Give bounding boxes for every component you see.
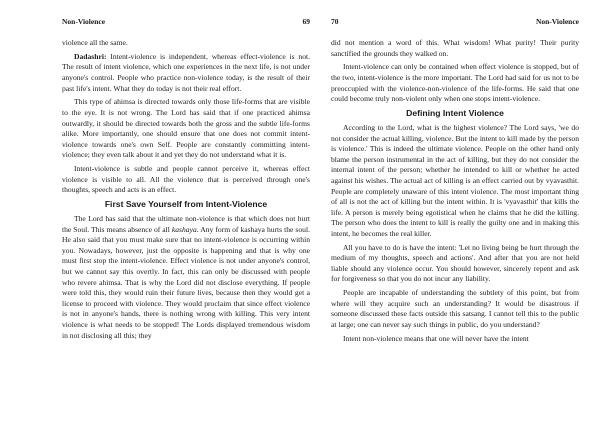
left-page: [62, 0, 310, 423]
speaker-label: Dadashri:: [74, 51, 107, 61]
running-title: Non-Violence: [535, 17, 579, 26]
left-page-header: [62, 17, 310, 29]
paragraph-text: Intent-violence is independent, whereas effect-violence is not. The result of intent violence, which one experiences in the next life, is not under anyone's control. People who practice non-violence today, is the result of their past life's intent. What they do today is not their real effort.: [62, 51, 310, 93]
paragraph: Intent non-violence means that one will never have the intent: [343, 333, 529, 343]
paragraph: According to the Lord, what is the highest violence? The Lord says, 'we do not consider the actual killing, violence. But the intent to kill made by the person is violence.' This is indeed the ultimate violence. People on the other hand only blame the person instrumental in the act of killing, but they do not consider the internal intent of the person; whether he intended to kill or whether he acted against his wishes. The actual act of killing is an effect carried out by vyavasthit. People are completely unaware of this intent violence. The most important thing of all is not the act of killing but the intent within. It is 'vyavasthit' that kills the life. A person is merely being egotistical when he claims that he did the killing. The person who does the intent to kill is really the guilty one and in making this intent, he becomes the real killer.: [331, 122, 579, 238]
paragraph: [62, 214, 310, 341]
paragraph: Intent-violence can only be contained when effect violence is stopped, but of the two, intent-violence is the more important. The Lord had said for us not to be preoccupied with the violence-non-violence of the life-forms. He said that one could become truly non-violent only when one stops intent-violence.: [331, 62, 579, 104]
paragraph: All you have to do is have the intent: 'Let no living being be hurt through the medium of my thoughts, speech and actions'. And after that you are not held liable should any violence occur. You should however, sincerely repent and ask for forgiveness so that you do not incur any liability.: [331, 242, 579, 284]
paragraph-text: The Lord has said that the ultimate non-violence is that which does not hurt the Soul. This means absence of all: [62, 214, 310, 234]
right-page: [331, 0, 579, 423]
paragraph: did not mention a word of this. What wisdom! What purity! Their purity sanctified the grounds they walked on.: [331, 38, 579, 58]
page-number: 69: [302, 17, 310, 26]
paragraph: People are incapable of understanding the subtlety of this point, but from where will they acquire such an understanding? It would be disastrous if someone discussed these facts outside this satsang. I cannot tell this to the public at large; one can never say such things in public, do you understand?: [331, 288, 579, 329]
right-page-header: [331, 17, 579, 29]
paragraph-text: . Any form of kashaya hurts the soul. He also said that you must make sure that no intent-violence is occurring within you. Nowadays, however, just the opposite is happening and that is why one must first stop the intent-violence. Effect violence is not under anyone's control, but we cannot say this overtly. In fact, this can only be discussed with people who revere ahimsa. That is why the Lord did not disclose everything. If people were told this, they would ruin their future lives, because then they would get a license to proceed with violence. They would proclaim that since effect violence is not in anyone's hands, there is nothing wrong with killing. This very intent violence is what needs to be stopped! The Lords displayed tremendous wisdom in not disclosing all this; they: [62, 224, 310, 340]
section-heading: First Save Yourself from Intent-Violence: [104, 199, 268, 210]
paragraph: This type of ahimsa is directed towards only those life-forms that are visible to the eye. It is not wrong. The Lord has said that if one practiced ahimsa outwardly, it should be directed towards both the gross and the subtle life-forms alike. More importantly, one should ensure that one does not commit intent-violence towards one's own Self. People are constantly committing intent-violence; they even talk about it and yet they do not understand what it is.: [62, 97, 310, 160]
page-number: 70: [331, 17, 339, 26]
section-heading: Defining Intent Violence: [406, 107, 504, 118]
emphasized-term: kashaya: [171, 224, 197, 234]
paragraph: [62, 52, 310, 94]
running-title: Non-Violence: [62, 17, 106, 26]
paragraph: violence all the same.: [62, 38, 128, 47]
right-page-body: [331, 38, 579, 344]
left-page-body: [62, 38, 310, 341]
paragraph: Intent-violence is subtle and people cannot perceive it, whereas effect violence is visible to all. All the violence that is perceived through one's thoughts, speech and acts is an effect.: [62, 164, 310, 195]
